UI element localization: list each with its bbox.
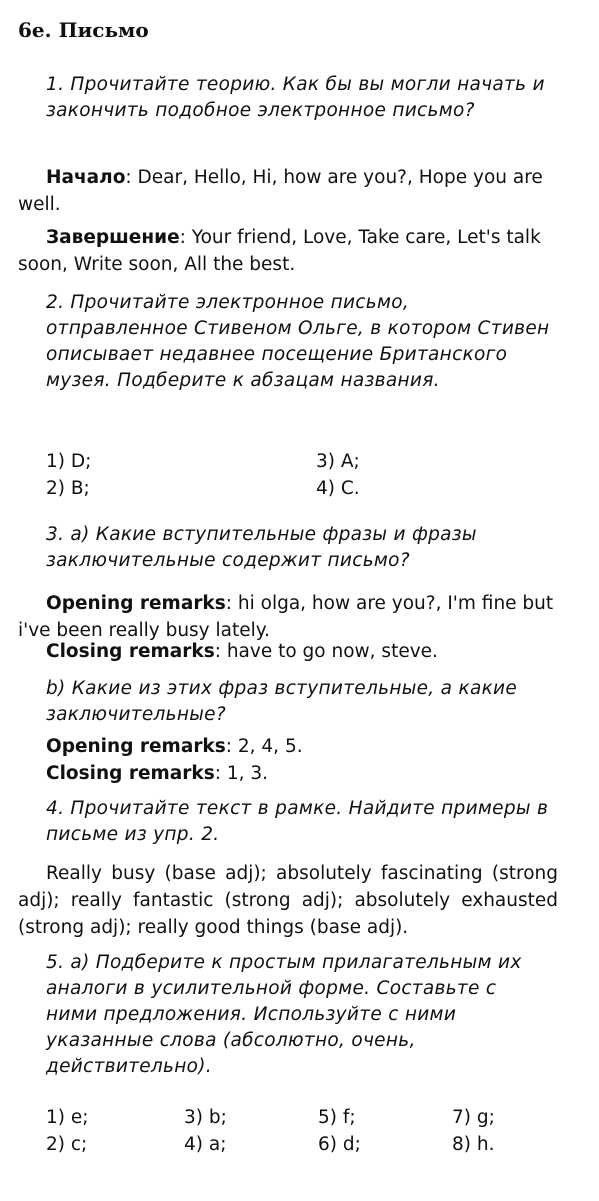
answer-item: 4) a;	[184, 1134, 227, 1155]
answer-item: 6) d;	[318, 1134, 361, 1155]
closing-label: Завершение	[46, 227, 180, 248]
opening-label: Начало	[46, 167, 126, 188]
opening-label: Opening remarks	[46, 593, 226, 614]
answer-item: 2) B;	[46, 478, 90, 499]
answer-item: 1) D;	[46, 451, 92, 472]
answer-item: 7) g;	[452, 1107, 495, 1128]
task-4-question: 4. Прочитайте текст в рамке. Найдите примеры в письме из упр. 2.	[46, 798, 549, 845]
opening-text: : Dear, Hello, Hi, how are you?, Hope you are well.	[18, 167, 543, 215]
task-1-opening	[18, 164, 558, 218]
closing-text: : 1, 3.	[214, 763, 269, 784]
task-4-answer: Really busy (base adj); absolutely fascinating (strong adj); really fantastic (strong adj); absolutely exhausted (strong adj); really good things (base adj).	[18, 863, 558, 938]
task-3-closing	[46, 641, 438, 662]
answer-item: 3) b;	[184, 1107, 227, 1128]
closing-label: Closing remarks	[46, 763, 215, 784]
answer-item: 1) e;	[46, 1107, 89, 1128]
answer-item: 3) A;	[316, 451, 360, 472]
task-3a-question: 3. а) Какие вступительные фразы и фразы заключительные содержит письмо?	[46, 524, 477, 571]
answer-item: 2) c;	[46, 1134, 88, 1155]
section-title: 6е. Письмо	[18, 18, 149, 42]
closing-label: Closing remarks	[46, 641, 215, 662]
task-5-question: 5. а) Подберите к простым прилагательным их аналоги в усилительной форме. Составьте с ними предложения. Используйте с ними указанные слова (абсолютно, очень, действительно).	[46, 952, 522, 1077]
answer-item: 8) h.	[452, 1134, 495, 1155]
task-3b-closing	[46, 763, 268, 784]
answer-item: 5) f;	[318, 1107, 356, 1128]
closing-text: : Your friend, Love, Take care, Let's talk soon, Write soon, All the best.	[18, 227, 541, 275]
opening-text: : hi olga, how are you?, I'm fine but i've been really busy lately.	[18, 593, 554, 641]
task-1-question: 1. Прочитайте теорию. Как бы вы могли начать и закончить подобное электронное письмо?	[46, 74, 545, 121]
task-3b-opening	[46, 736, 303, 757]
opening-label: Opening remarks	[46, 736, 226, 757]
answer-item: 4) C.	[316, 478, 360, 499]
closing-text: : have to go now, steve.	[214, 641, 438, 662]
opening-text: : 2, 4, 5.	[225, 736, 303, 757]
task-2-question: 2. Прочитайте электронное письмо, отправленное Стивеном Ольге, в котором Стивен описывает недавнее посещение Британского музея. Подберите к абзацам названия.	[46, 292, 550, 391]
task-3-opening	[18, 590, 558, 644]
task-3b-question: b) Какие из этих фраз вступительные, а какие заключительные?	[46, 678, 518, 725]
task-1-closing	[18, 224, 558, 278]
